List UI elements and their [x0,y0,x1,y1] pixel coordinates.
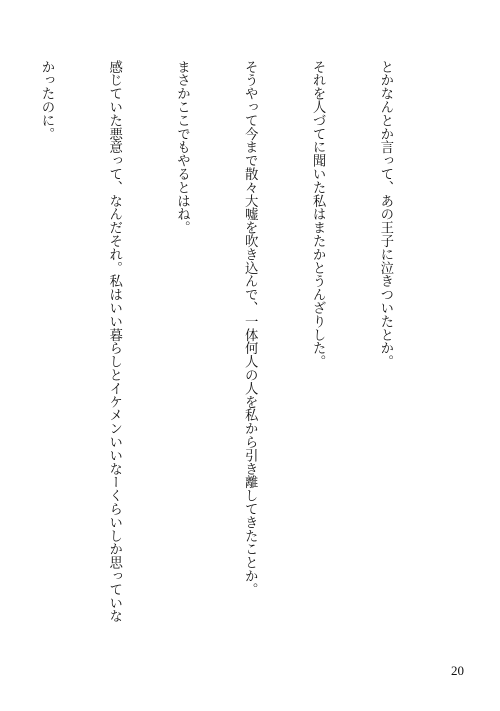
vertical-text-body [38,60,441,650]
text-line: とかなんとか言って、あの王子に泣きついたとか。 [377,60,393,369]
text-line: まさかここでもやるとはね。 [174,60,190,235]
text-line: かったのに。 [38,60,54,141]
page-number: 20 [451,663,464,678]
text-line: それを人づてに聞いた私はまたかとうんざりした。 [310,60,326,369]
text-line: そうやって今まで散々大嘘を吹き込んで、一体何人の人を私から引き離してきたことか。 [242,60,258,596]
text-line: 感じていた悪意って、なんだそれ。私はいい暮らしとイケメンいいなーくらいしか思っていな [106,60,122,623]
